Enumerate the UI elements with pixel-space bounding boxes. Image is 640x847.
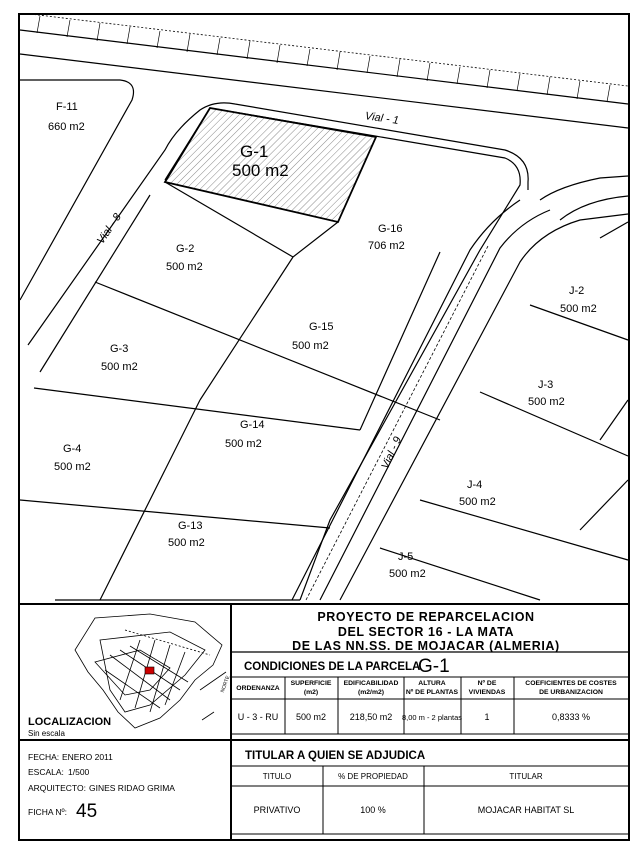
location-highlight xyxy=(145,667,154,674)
header-coeficientes-line: COEFICIENTES DE COSTES xyxy=(525,680,617,687)
parcel-label-id: G-13 xyxy=(178,520,203,532)
header-altura xyxy=(406,680,459,696)
parcel-label-area: 500 m2 xyxy=(101,361,138,373)
parcel-label-id: J-5 xyxy=(398,551,414,563)
header-edificabilidad-line: EDIFICABILIDAD xyxy=(343,680,399,687)
value-edificabilidad: 218,50 m2 xyxy=(349,712,393,722)
parcel-label-id: J-4 xyxy=(467,479,483,491)
header-edificabilidad-line: (m2/m2) xyxy=(357,689,385,696)
parcel-label-area: 500 m2 xyxy=(292,340,329,352)
site-plan xyxy=(20,14,628,600)
header-ordenanza: ORDENANZA xyxy=(236,685,280,692)
titular-header-titulo: TITULO xyxy=(262,772,292,781)
value-superficie: 500 m2 xyxy=(295,712,327,722)
north-label: NORTE xyxy=(219,674,232,694)
arquitecto-value: GINES RIDAO GRIMA xyxy=(89,783,175,793)
parcel-label-id: G-4 xyxy=(63,443,82,455)
parcel-label-area: 660 m2 xyxy=(48,121,85,133)
road-label-vial-9: Vial - 9 xyxy=(379,435,405,472)
header-superficie xyxy=(291,680,332,696)
conditions-parcel-id: G-1 xyxy=(418,656,450,677)
ficha-label: FICHA Nº: xyxy=(28,807,67,817)
parcel-label-id: G-2 xyxy=(176,243,195,255)
escala-label: ESCALA: xyxy=(28,767,64,777)
conditions-table-values xyxy=(238,712,590,722)
parcel-label-area: 500 m2 xyxy=(54,461,91,473)
fecha-value: ENERO 2011 xyxy=(62,752,113,762)
parcel-label-area: 500 m2 xyxy=(232,161,289,180)
project-title-line2: DEL SECTOR 16 - LA MATA xyxy=(337,625,515,639)
parcel-label-id: G-1 xyxy=(240,142,269,161)
parcel-label-id: G-14 xyxy=(240,419,265,431)
header-superficie-line: SUPERFICIE xyxy=(290,680,332,687)
parcel-label-area: 500 m2 xyxy=(168,537,205,549)
header-coeficientes xyxy=(525,680,617,696)
value-viviendas: 1 xyxy=(484,712,490,722)
header-viviendas xyxy=(469,680,506,696)
road-label-vial-1: Vial - 1 xyxy=(364,110,400,127)
location-title: LOCALIZACION xyxy=(28,716,112,728)
parcel-label-area: 500 m2 xyxy=(389,568,426,580)
titular-value-propiedad: 100 % xyxy=(360,805,386,815)
value-altura: 8,00 m - 2 plantas xyxy=(401,713,463,722)
fecha-label: FECHA: xyxy=(28,752,60,762)
value-ordenanza: U - 3 - RU xyxy=(237,712,279,722)
conditions-title: CONDICIONES DE LA PARCELA xyxy=(244,661,421,673)
titular-table xyxy=(254,772,575,815)
parcel-label-area: 500 m2 xyxy=(459,496,496,508)
header-altura-line: ALTURA xyxy=(418,680,446,687)
escala-value: 1/500 xyxy=(68,767,90,777)
header-viviendas-line: Nº DE xyxy=(477,680,497,687)
header-superficie-line: (m2) xyxy=(303,689,319,696)
parcel-label-area: 500 m2 xyxy=(560,303,597,315)
parcel-label-area: 500 m2 xyxy=(528,396,565,408)
parcel-label-id: G-3 xyxy=(110,343,129,355)
parcel-label-area: 500 m2 xyxy=(166,261,203,273)
titular-header-propiedad: % DE PROPIEDAD xyxy=(338,772,408,781)
titular-header-titular: TITULAR xyxy=(509,772,543,781)
value-coeficientes: 0,8333 % xyxy=(551,712,591,722)
titular-value-titular: MOJACAR HABITAT SL xyxy=(477,805,575,815)
titular-value-titulo: PRIVATIVO xyxy=(253,805,301,815)
project-title-line3: DE LAS NN.SS. DE MOJACAR (ALMERIA) xyxy=(292,639,560,653)
road-label-vial-8: Vial - 8 xyxy=(94,211,124,247)
parcel-label-id: G-16 xyxy=(378,223,403,235)
ficha-value: 45 xyxy=(76,801,98,822)
parcel-label-id: J-3 xyxy=(538,379,554,391)
conditions-table-headers xyxy=(236,680,617,696)
header-viviendas-line: VIVIENDAS xyxy=(468,689,506,696)
parcel-label-id: J-2 xyxy=(569,285,585,297)
parcel-label-area: 500 m2 xyxy=(225,438,262,450)
location-scale-note: Sin escala xyxy=(28,729,65,738)
titular-title: TITULAR A QUIEN SE ADJUDICA xyxy=(245,750,426,762)
header-coeficientes-line: DE URBANIZACION xyxy=(539,689,603,696)
meta-block xyxy=(28,752,175,822)
parcel-label-id: G-15 xyxy=(309,321,334,333)
arquitecto-label: ARQUITECTO: xyxy=(28,783,86,793)
parcel-label-id: F-11 xyxy=(56,101,78,113)
header-edificabilidad xyxy=(344,680,399,696)
project-title-line1: PROYECTO DE REPARCELACION xyxy=(317,610,535,624)
header-altura-line: Nº DE PLANTAS xyxy=(405,689,459,696)
parcel-label-area: 706 m2 xyxy=(368,240,405,252)
